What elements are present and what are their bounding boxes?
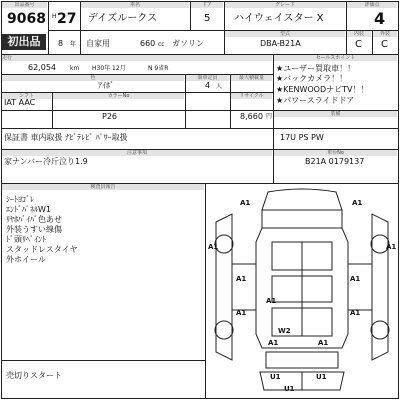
fuel: ガソリン [172,39,204,48]
mileage: 62,054 [28,63,56,72]
model-label: 型式 [225,31,345,37]
grade-label: グレード [225,2,345,8]
damage-front-left: A1 [240,199,251,207]
power-equipment: 17U PS PW [280,133,324,142]
recycle-label: リサイクル [231,93,272,99]
int-label: 内装 [347,31,371,37]
damage-bumper-right: U1 [316,373,327,381]
int-score: C [355,39,362,50]
color-no-label: カラーNo [53,93,184,99]
footer-note: 売切りスタート [6,371,62,380]
seats: 4 [205,81,211,90]
damage-rear-right: A1 [318,339,329,347]
mileage-unit: km [70,65,80,72]
ext-score: C [381,39,388,50]
sales-point-3: ★KENWOODナビTV！！ [276,85,369,94]
color-no: P26 [102,112,118,121]
score: 4 [374,9,386,28]
damage-right-lower: A1 [350,309,361,317]
shift-label: シフト [2,93,51,99]
model-year: 27 [57,11,77,27]
first-listing-stamp: 初出品 [2,34,46,50]
sales-point-2: ★バックカメラ！！ [276,74,348,83]
inspector-note-6: スタッドレスタイヤ [6,245,78,254]
lot-number: 9068 [7,11,46,27]
usage: 自家用 [86,39,110,48]
damage-bumper-left: U1 [270,373,281,381]
doors-label: ドア [191,2,223,8]
damage-front-right: A1 [352,199,363,207]
notes-label: 注意事項 [2,150,272,156]
lot-label: 出品番号 [2,2,47,8]
frame-label: 車台No [274,150,397,156]
inspection: H30年 12月 [92,65,126,72]
frame-number: B21A 0179137 [305,157,365,166]
ext-label: 外装 [373,31,397,37]
grade: ハイウェイスター X [234,13,324,24]
damage-right-mid: A1 [350,275,361,283]
damage-left-mid: A1 [236,275,247,283]
displacement-unit: cc [158,41,165,48]
inspector-note-7: 外ホイール [6,255,46,264]
load-label: 最大積載量 [231,75,272,81]
damage-hood: A1 [266,297,277,305]
color-label: 色 [2,75,184,81]
equip-label: 装備 [274,111,397,117]
recycle-status: N 9省R [148,65,169,72]
inspector-note-4: 外装うすい線傷 [6,225,62,234]
damage-left-upper: A1 [208,243,219,251]
damage-right-upper: A1 [386,243,397,251]
score-label: 評価点 [347,2,397,8]
shift: IAT AAC [4,98,36,107]
damage-left-lower: A1 [236,309,247,317]
displacement: 660 [140,39,156,48]
reg-month-unit: 年 [70,41,77,48]
color-value: ｱｲﾎﾞ [98,81,114,90]
car-damage-diagram [206,184,398,398]
damage-rear-left: A1 [268,339,279,347]
inspector-note-5: ﾄﾞ頭ﾘﾍﾟｲﾝﾄ [6,235,46,244]
recycle-price: 8,660 [240,112,263,121]
mileage-label: 走行 [2,55,272,61]
recycle-price-unit: 円 [266,113,273,120]
reg-month: 8 [58,39,64,48]
inspector-note-3: ﾘﾔﾎﾊﾞｲﾊﾟ色あせ [6,215,62,224]
inspector-note-2: ｴﾝﾄﾞﾊﾟﾈﾙW1 [6,205,51,214]
seat-label: 乗車定員 [186,75,229,81]
inspector-label: 検査員報告 [2,184,204,190]
seat-unit: 人 [216,83,223,90]
damage-rear-center: W2 [278,327,291,335]
sales-point-1: ★ユーザー買取車！！ [276,64,356,73]
sales-points-label: セールスポイント [274,55,397,61]
era: H [52,13,57,20]
inspector-note-1: ｼｰﾄﾖｺﾞﾚ [6,195,34,204]
equipment-line: 保証書 車内取扱 ﾅﾋﾞﾃﾚﾋﾞ ﾊﾟﾜｰ取扱 [4,133,128,142]
note: 家ナンバー冷斤泣り1.9 [4,157,88,166]
doors: 5 [204,13,211,24]
model: DBA-B21A [260,39,301,48]
sales-point-4: ★パワースライドドア [276,96,355,105]
car-name: デイズルークス [88,13,158,24]
damage-bottom: U1 [284,385,295,393]
car-name-label: 車名 [81,2,189,8]
